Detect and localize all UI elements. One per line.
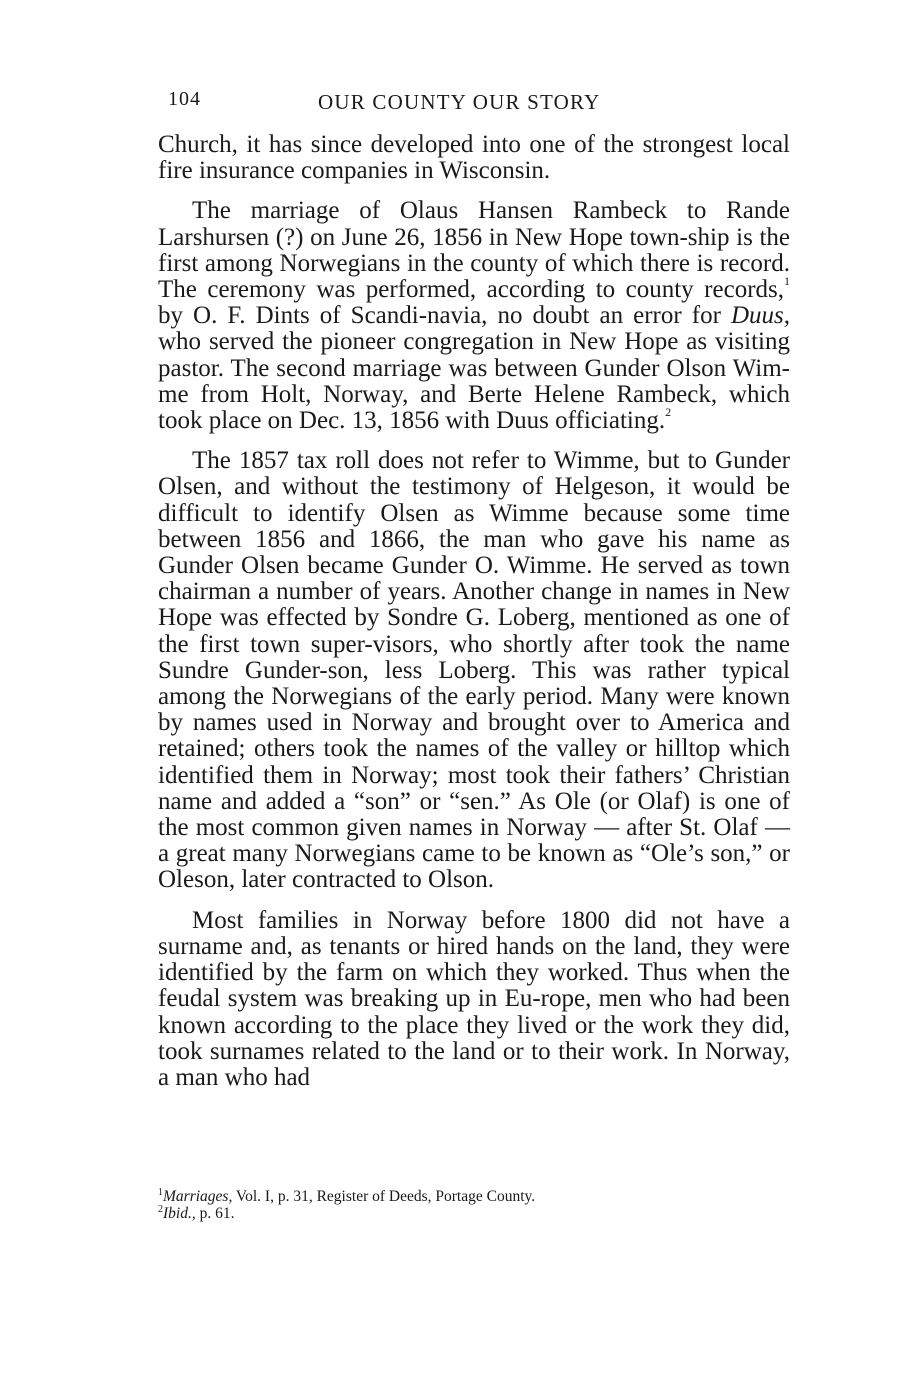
paragraph-continuation: Church, it has since developed into one of the strongest local fire insurance companies in Wisconsin. <box>158 131 790 185</box>
italic-name: Duus, <box>730 302 790 330</box>
paragraph-surnames: Most families in Norway before 1800 did not have a surname and, as tenants or hired hands on the land, they were identified by the farm on which they worked. Thus when the feudal system was breaking up in Eu-rope, men who had been known according to the place they lived or the work they did, took surnames related to the land or to their work. In Norway, a man who had <box>158 906 790 1091</box>
footnote-reference-1: 1 <box>784 274 790 289</box>
footnote-text: Vol. I, p. 31, Register of Deeds, Portage County. <box>232 1188 536 1205</box>
body-text <box>158 132 790 1091</box>
footnote-text: p. 61. <box>195 1205 235 1222</box>
paragraph-text: The marriage of Olaus Hansen Rambeck to Rande Larshursen (?) on June 26, 1856 in New Hope town-ship is the first among Norwegians in the county of which there is record. The ceremony was performed, according to county records, <box>158 197 790 304</box>
paragraph-text: by O. F. Dints of Scandi-navia, no doubt an error for <box>158 302 731 330</box>
footnote-reference-2: 2 <box>665 405 672 420</box>
footnote-mark: 1 <box>158 1187 163 1198</box>
footnote-mark: 2 <box>158 1204 163 1215</box>
page-number: 104 <box>168 88 201 110</box>
footnote-italic: Marriages, <box>163 1188 233 1205</box>
paragraph-text: who served the pioneer congregation in New Hope as visiting pastor. The second marriage was between Gunder Olson Wim-me from Holt, Norway, and Berte Helene Rambeck, which took place on Dec. 13, 1856 with Duus officiating. <box>158 328 790 435</box>
footnote-1 <box>158 1188 790 1205</box>
book-page <box>158 88 790 1222</box>
footnote-2 <box>158 1205 790 1222</box>
paragraph-marriage-records <box>158 198 790 434</box>
paragraph-tax-roll: The 1857 tax roll does not refer to Wimme, but to Gunder Olsen, and without the testimony of Helgeson, it would be difficult to identify Olsen as Wimme because some time between 1856 and 1866, the man who gave his name as Gunder Olsen became Gunder O. Wimme. He served as town chairman a number of years. Another change in names in New Hope was effected by Sondre G. Loberg, mentioned as one of the first town super-visors, who shortly after took the name Sundre Gunder-son, less Loberg. This was rather typical among the Norwegians of the early period. Many were known by names used in Norway and brought over to America and retained; others took the names of the valley or hilltop which identified them in Norway; most took their fathers’ Christian name and added a “son” or “sen.” As Ole (or Olaf) is one of the most common given names in Norway — after St. Olaf — a great many Norwegians came to be known as “Ole’s son,” or Oleson, later contracted to Olson. <box>158 447 790 894</box>
footnotes <box>158 1188 790 1222</box>
running-head <box>158 88 790 124</box>
footnote-italic: Ibid., <box>163 1205 196 1222</box>
running-title: OUR COUNTY OUR STORY <box>318 90 601 114</box>
